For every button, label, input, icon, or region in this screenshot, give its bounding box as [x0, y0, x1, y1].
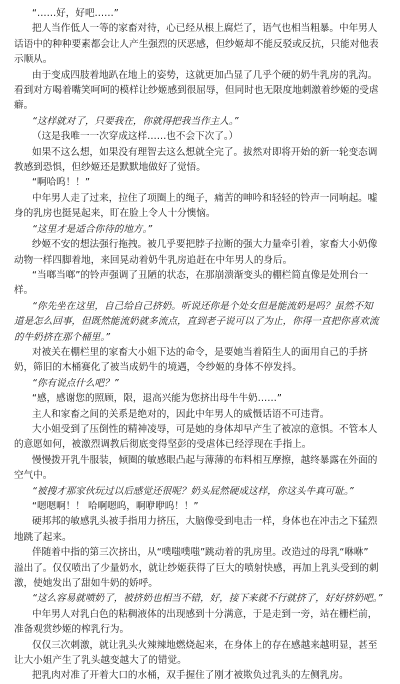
- text-line: “你先坐在这里，自己给自己挤奶。听说还你是个处女但是能流奶是吗？虽然不知: [32, 300, 373, 312]
- text-line: “感，感谢您的照顾，限，退高兴能为您挤出母牛牛奶……”: [32, 393, 282, 405]
- text-line: 由于变成四肢着地趴在地上的姿势，这就更加凸显了几乎个硬的奶牛乳房的乳沟。: [32, 69, 378, 81]
- text-line: 癖。: [14, 100, 34, 112]
- text-line: “……好，好吧……”: [32, 8, 119, 19]
- text-line: 空气中。: [14, 470, 53, 482]
- text-line: “这么容易就喷奶了，被挤奶也相当不错，好，接下来就不行就挤了，好好挤奶吧。”: [32, 593, 383, 605]
- text-line: 把人当作低人一等的家畜对待，心已经从根上腐烂了，语气也相当粗暴。中年男人: [32, 23, 378, 35]
- text-line: 道是怎么回事，但既然能流奶就多流点，直到老子说可以了为止，你得一直把你喜欢流: [14, 316, 379, 328]
- text-line: 教感到恐惧，但纱姬还是默默地做好了觉悟。: [14, 162, 206, 174]
- text-line: 纱姬不安的想法强行拖拽。被几乎要把脖子拉断的强大力量牵引着，家畜大小奶像: [32, 239, 378, 251]
- text-line: 中年男人走了过来，拉住了项圈上的绳子，痛苦的呻吟和轻轻的铃声一同响起。嘘: [32, 192, 378, 204]
- text-line: “这样就对了，只要我在，你就得把我当作主人。”: [32, 115, 239, 127]
- text-line: 大小姐受到了压倒性的精神凌辱，可是她的身体却早产生了被凉的意惧。不管本人: [32, 423, 378, 435]
- text-line: “啊哈呜！！”: [32, 177, 90, 189]
- text-line: 仅仅三次刺激，就让乳头火辣辣地燃烧起来，在身体上的存在感越来越明显，甚至: [32, 639, 378, 651]
- text-line: 中年男人对乳白色的粘稠液体的出现感到十分满意，于是走到一旁，站在栅栏前，: [32, 608, 378, 620]
- text-line: （这是我唯一一次穿成这样……也不会下次了。）: [32, 131, 239, 143]
- text-line: 激，使她发出了甜如牛奶的娇呼。: [14, 578, 158, 590]
- text-line: 奶，筛旧的木桶赛化了被当成奶牛的境遇，令纱姬的身体不停发抖。: [14, 362, 302, 374]
- text-line: 的意愿如何，被激烈调教后彻底变得坚彭的受虐体已经浮现在手指上。: [14, 439, 312, 451]
- text-line: “这里才是适合你待的地方。”: [32, 223, 153, 235]
- text-line: 样。: [14, 285, 34, 297]
- text-line: 溢出了。仅仅喷出了少量奶水，就让纱姬获得了巨大的喷射快感，再加上乳头受到的刺: [14, 562, 379, 574]
- text-line: 身的乳房也挺晃起来，盯在脸上令人十分懊恼。: [14, 208, 216, 220]
- text-line: 硬邦邦的敏感乳头被手指用力挤压，大脑像受到电击一样，身体也在冲击之下猛烈: [32, 516, 378, 528]
- text-line: 让大小姐产生了乳头越变越大了的错觉。: [14, 655, 187, 667]
- text-line: “嗯嗯啊！！ 哈啊嗯呜，啊咿咿呜！！”: [32, 501, 199, 512]
- text-line: 主人和家畜之间的关系是绝对的，因此中年男人的威慑话语不可违背。: [32, 408, 330, 420]
- text-line: 如果不这么想，如果没有理智去这么想就全完了。拔然对即将开始的新一轮变态调: [32, 146, 378, 158]
- text-line: “被搜才那家伙玩过以后感觉还很呢？奶头屁然硬成这样，你这头牛真可耻。”: [32, 485, 354, 497]
- text-line: 把乳肉对准了开着大口的水桶，双手握住了刚才被欺负过乳头的左侧乳房。: [32, 670, 349, 682]
- text-line: 伴随着中指的第三次挤出，从“噗嗤噗嗤”跳动着的乳房里。改造过的母乳“咻咻”: [32, 547, 369, 559]
- text-line: 对被关在棚栏里的家畜大小姐下达的命令，是要她当着陌生人的面用自己的手挤: [32, 346, 368, 358]
- text-line: 地跳了起来。: [14, 531, 72, 543]
- text-line: 话语中的种种要素都会让人产生强烈的厌恶感，但纱姬却不能反驳或反抗，只能对他表: [14, 38, 379, 50]
- text-line: “当啷当啷”的铃声强调了丑陋的状态，在那崩溃渐变头的棚栏简直像是处刑台一: [32, 269, 369, 281]
- text-line: “你有说点什么吧？”: [32, 377, 119, 389]
- text-line: 慢慢拨开乳牛服装，倾圈的敏感眼凸起与薄薄的布料相互摩擦，越终暴露在外面的: [32, 454, 378, 466]
- text-line: 的牛奶挤在那个桶里。”: [14, 331, 111, 343]
- text-line: 准备观赏纱姬的榨乳行为。: [14, 624, 130, 636]
- text-line: 看到对方喝着嘴笑呵呵的模样让纱姬感到很屈辱，但同时也无限度地刺激着纱姬的受虐: [14, 85, 379, 97]
- text-line: 动物一样四脚着地，来回晃动着奶牛乳房追赶在中年男人的身后。: [14, 254, 293, 266]
- text-line: 示顺从。: [14, 54, 53, 66]
